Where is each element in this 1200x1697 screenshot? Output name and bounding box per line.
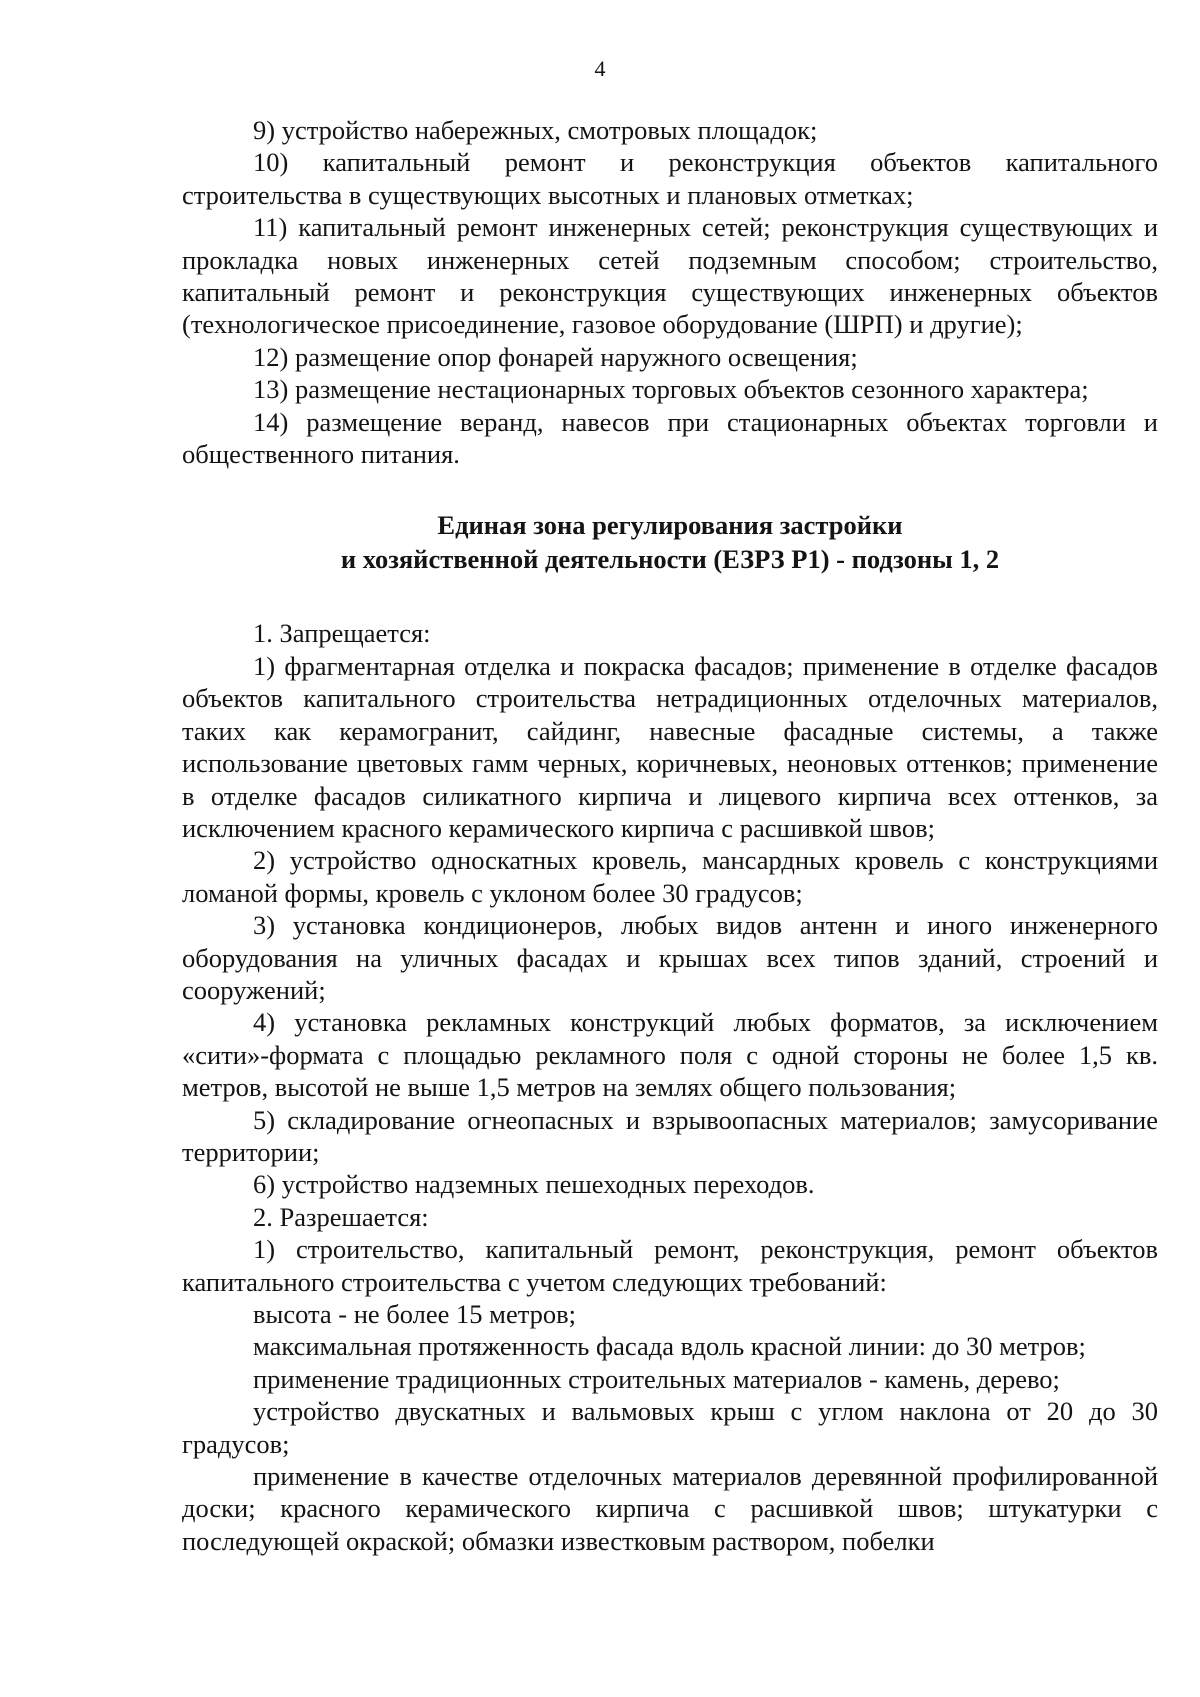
list-item-11: 11) капитальный ремонт инженерных сетей; реконструкция существующих и прокладка новых инженерных сетей подземным способом; строительство, капитальный ремонт и реконструкция существующих инженерных объектов (технологическое присоединение, газовое оборудование (ШРП) и другие); — [182, 212, 1158, 340]
requirement-facade-length: максимальная протяженность фасада вдоль красной линии: до 30 метров; — [253, 1331, 1086, 1362]
list-item-12: 12) размещение опор фонарей наружного освещения; — [253, 341, 858, 372]
requirement-materials: применение традиционных строительных материалов - камень, дерево; — [253, 1363, 1060, 1394]
prohibited-heading: 1. Запрещается: — [253, 618, 431, 649]
allowed-item-1: 1) строительство, капитальный ремонт, реконструкция, ремонт объектов капитального строительства с учетом следующих требований: — [182, 1234, 1158, 1297]
prohibited-item-3: 3) установка кондиционеров, любых видов антенн и иного инженерного оборудования на уличных фасадах и крышах всех типов зданий, строений и сооружений; — [182, 910, 1158, 1005]
prohibited-item-5: 5) складирование огнеопасных и взрывоопасных материалов; замусоривание территории; — [182, 1104, 1158, 1167]
section-title-line-1: Единая зона регулирования застройки — [437, 510, 903, 541]
prohibited-item-2: 2) устройство односкатных кровель, мансардных кровель с конструкциями ломаной формы, кровель с уклоном более 30 градусов; — [182, 845, 1158, 908]
section-title-line-2: и хозяйственной деятельности (ЕЗРЗ Р1) - подзоны 1, 2 — [340, 544, 1000, 575]
prohibited-item-6: 6) устройство надземных пешеходных переходов. — [253, 1169, 815, 1200]
requirement-roofs: устройство двускатных и вальмовых крыш с углом наклона от 20 до 30 градусов; — [182, 1396, 1158, 1459]
list-item-10: 10) капитальный ремонт и реконструкция объектов капитального строительства в существующих высотных и плановых отметках; — [182, 147, 1158, 210]
document-body — [182, 114, 1158, 1557]
prohibited-item-1: 1) фрагментарная отделка и покраска фасадов; применение в отделке фасадов объектов капитального строительства нетрадиционных отделочных материалов, таких как керамогранит, сайдинг, навесные фасадные системы, а также использование цветовых гамм черных, коричневых, неоновых оттенков; применение в отделке фасадов силикатного кирпича и лицевого кирпича всех оттенков, за исключением красного керамического кирпича с расшивкой швов; — [182, 650, 1158, 843]
requirement-finishing: применение в качестве отделочных материалов деревянной профилированной доски; красного керамического кирпича с расшивкой швов; штукатурки с последующей окраской; обмазки известковым раствором, побелки — [182, 1461, 1158, 1556]
section-title — [182, 508, 1158, 576]
list-item-14: 14) размещение веранд, навесов при стационарных объектах торговли и общественного питания. — [182, 406, 1158, 470]
list-item-13: 13) размещение нестационарных торговых объектов сезонного характера; — [253, 374, 1089, 405]
requirement-height: высота - не более 15 метров; — [253, 1299, 576, 1329]
allowed-heading: 2. Разрешается: — [253, 1201, 429, 1232]
page-number: 4 — [594, 56, 606, 81]
prohibited-item-4: 4) установка рекламных конструкций любых форматов, за исключением «сити»-формата с площадью рекламного поля с одной стороны не более 1,5 кв. метров, высотой не выше 1,5 метров на землях общего пользования; — [182, 1007, 1158, 1103]
list-item-9: 9) устройство набережных, смотровых площадок; — [253, 115, 818, 145]
